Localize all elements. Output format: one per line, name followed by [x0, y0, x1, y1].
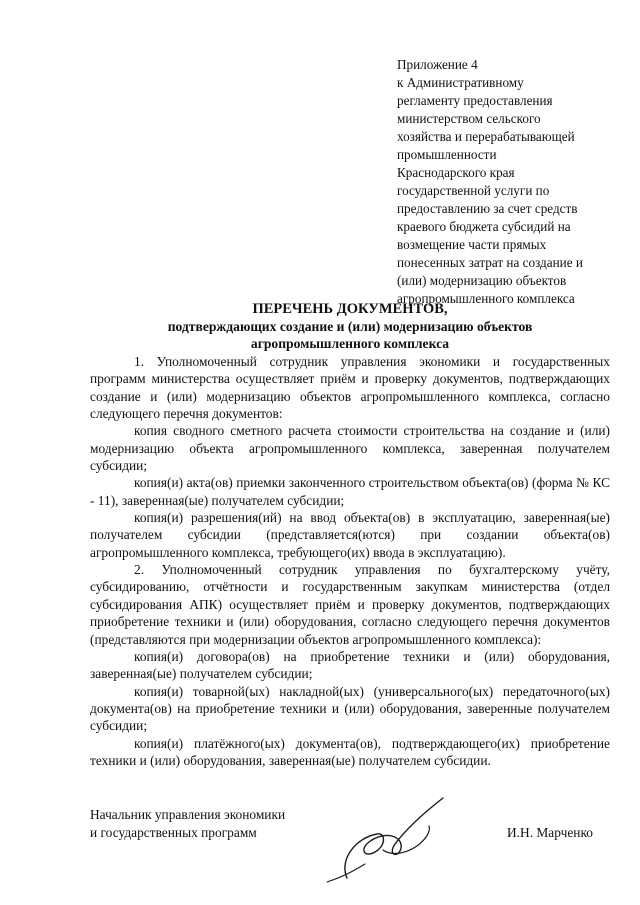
document-body — [90, 353, 610, 769]
list-item: копия сводного сметного расчета стоимости строительства на создание и (или) модернизацию объекта агропромышленного комплекса, заверенная получателем субсидии; — [90, 423, 610, 474]
appendix-line: краевого бюджета субсидий на — [397, 219, 571, 234]
title-line-2: подтверждающих создание и (или) модернизацию объектов — [167, 319, 533, 334]
appendix-line: хозяйства и перерабатывающей — [397, 129, 575, 144]
signatory-name: И.Н. Марченко — [507, 825, 593, 840]
title-line-1: ПЕРЕЧЕНЬ ДОКУМЕНТОВ, — [252, 301, 448, 317]
appendix-line: к Административному — [397, 75, 524, 90]
list-item: копия(и) товарной(ых) накладной(ых) (универсального(ых) передаточного(ых) документа(ов) на приобретение техники и (или) оборудования, заверенные получателем субсидии; — [90, 683, 610, 734]
document-title — [90, 300, 610, 352]
list-item: копия(и) договора(ов) на приобретение техники и (или) оборудования, заверенная(ые) получателем субсидии; — [90, 648, 610, 682]
appendix-line: регламенту предоставления — [397, 93, 553, 108]
appendix-line: государственной услуги по — [397, 183, 550, 198]
list-item: копия(и) платёжного(ых) документа(ов), подтверждающего(их) приобретение техники и (или) оборудования, заверенная(ые) получателем субсидии. — [90, 735, 610, 768]
appendix-line: (или) модернизацию объектов — [397, 273, 567, 288]
title-line-3: агропромышленного комплекса — [250, 336, 450, 351]
appendix-line: промышленности — [397, 147, 497, 162]
appendix-line: Приложение 4 — [397, 57, 478, 72]
list-item: копия(и) акта(ов) приемки законченного строительством объекта(ов) (форма № КС - 11), заверенная(ые) получателем субсидии; — [90, 475, 610, 508]
appendix-line: возмещение части прямых — [397, 237, 547, 252]
paragraph-2: 2. Уполномоченный сотрудник управления по бухгалтерскому учёту, субсидированию, отчётности и государственным закупкам министерства (отдел субсидирования АПК) осуществляет приём и проверку документов, подтверждающих приобретение техники и (или) оборудования, согласно следующего перечня документов (представляются при модернизации объектов агропромышленного комплекса): — [90, 562, 610, 647]
position-line-1: Начальник управления экономики — [90, 807, 286, 822]
appendix-line: предоставлению за счет средств — [397, 201, 578, 216]
appendix-line: агропромышленного комплекса — [397, 291, 575, 306]
paragraph-1: 1. Уполномоченный сотрудник управления экономики и государственных программ министерства осуществляет приём и проверку документов, подтверждающих создание и (или) модернизацию объектов агропромышленного комплекса, согласно следующего перечня документов: — [90, 354, 610, 422]
appendix-block — [397, 56, 612, 308]
appendix-line: министерством сельского — [397, 111, 541, 126]
signature-block — [90, 806, 610, 842]
appendix-line: понесенных затрат на создание и — [397, 255, 583, 270]
appendix-line: Краснодарского края — [397, 165, 515, 180]
position-line-2: и государственных программ — [90, 825, 257, 840]
list-item: копия(и) разрешения(ий) на ввод объекта(ов) в эксплуатацию, заверенная(ые) получателем субсидии (представляется(ются) при создании объекта(ов) агропромышленного комплекса, требующего(их) ввода в эксплуатацию). — [90, 510, 610, 560]
